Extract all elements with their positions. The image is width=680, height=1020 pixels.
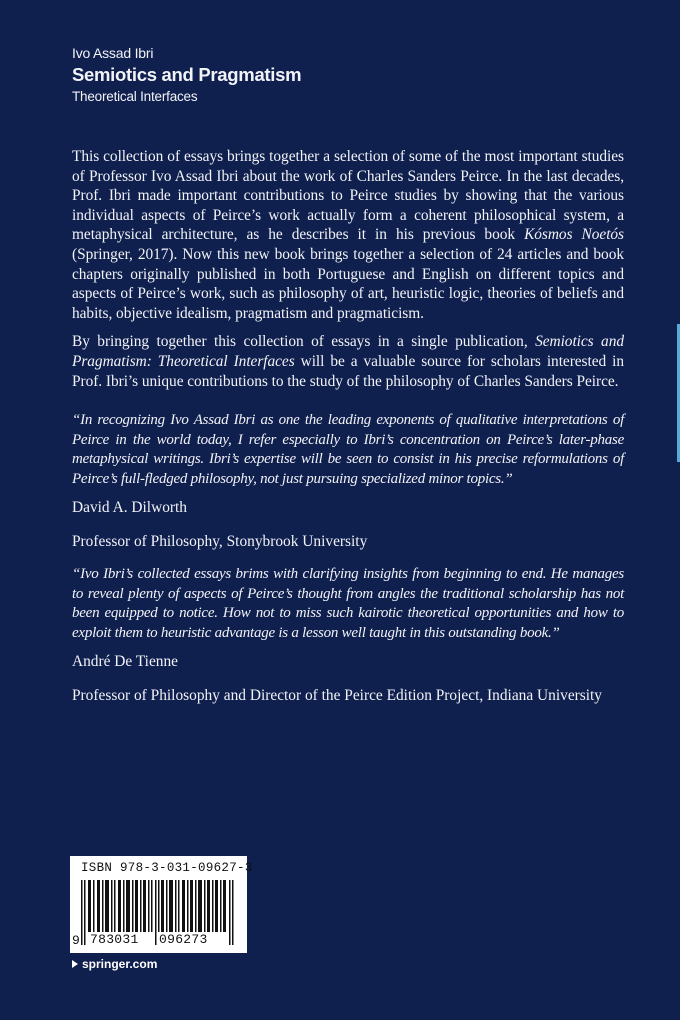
isbn-barcode xyxy=(70,856,253,953)
description-text: will be a valuable source for scholars interested in Prof. Ibri’s unique contributions to the study of the philosophy of Charles Sanders Peirce. xyxy=(72,352,624,390)
endorser-affiliation: Professor of Philosophy and Director of the Peirce Edition Project, Indiana University xyxy=(72,686,603,704)
triangle-arrow-icon xyxy=(72,960,78,968)
endorsement-quote: “Ivo Ibri’s collected essays brims with clarifying insights from beginning to end. He manages to reveal plenty of aspects of Peirce’s thought from angles the traditional scholarship has not been equipped to notice. How not to miss such kairotic theoretical opportunities and how to exploit them to heuristic advantage is a lesson well taught in this outstanding book.” xyxy=(72,566,624,641)
publisher-link-text: springer.com xyxy=(82,957,158,971)
description-text: This collection of essays brings together a selection of some of the most important studies of Professor Ivo Assad Ibri about the work of Charles Sanders Peirce. In the last decades, Prof. Ibri made important contributions to Peirce studies by showing that the various individual aspects of Peirce’s work actually form a coherent philosophical system, a metaphysical architecture, as he describes it in his previous book xyxy=(72,148,624,244)
description-text: By bringing together this collection of essays in a single publication, xyxy=(72,333,536,351)
publisher-link[interactable] xyxy=(72,957,157,971)
book-subtitle: Theoretical Interfaces xyxy=(72,89,198,104)
barcode-digits-group-1: 783031 xyxy=(90,932,139,947)
endorser-name: André De Tienne xyxy=(72,653,179,671)
book-title-reference: Semiotics and Pragmatism: Theoretical Interfaces xyxy=(72,333,624,370)
endorser-affiliation: Professor of Philosophy, Stonybrook University xyxy=(72,532,368,550)
book-title: Semiotics and Pragmatism xyxy=(72,64,302,85)
description-paragraph-2 xyxy=(72,332,624,391)
back-cover-text xyxy=(72,147,624,706)
barcode-lead-digit: 9 xyxy=(72,933,80,948)
endorsement-quote: “In recognizing Ivo Assad Ibri as one the leading exponents of qualitative interpretations of Peirce in the world today, I refer especially to Ibri’s concentration on Peirce’s later-phase metaphysical writings. Ibri’s expertise will be seen to consist in his precise reformulations of Peirce’s full-fledged philosophy, not just pursuing specialized minor topics.” xyxy=(72,412,624,487)
description-text: (Springer, 2017). Now this new book brings together a selection of 24 articles and book chapters originally published in both Portuguese and English on different topics and aspects of Peirce’s work, such as philosophy of art, heuristic logic, theories of beliefs and habits, objective idealism, pragmatism and pragmaticism. xyxy=(72,245,624,322)
barcode-digits-group-2: 096273 xyxy=(159,932,208,947)
isbn-label: ISBN 978-3-031-09627-3 xyxy=(81,861,253,875)
book-reference: Kósmos Noetós xyxy=(524,226,624,244)
author-name: Ivo Assad Ibri xyxy=(72,45,154,61)
description-paragraph-1 xyxy=(72,147,624,323)
endorser-name: David A. Dilworth xyxy=(72,499,187,517)
cover-header xyxy=(72,44,301,106)
